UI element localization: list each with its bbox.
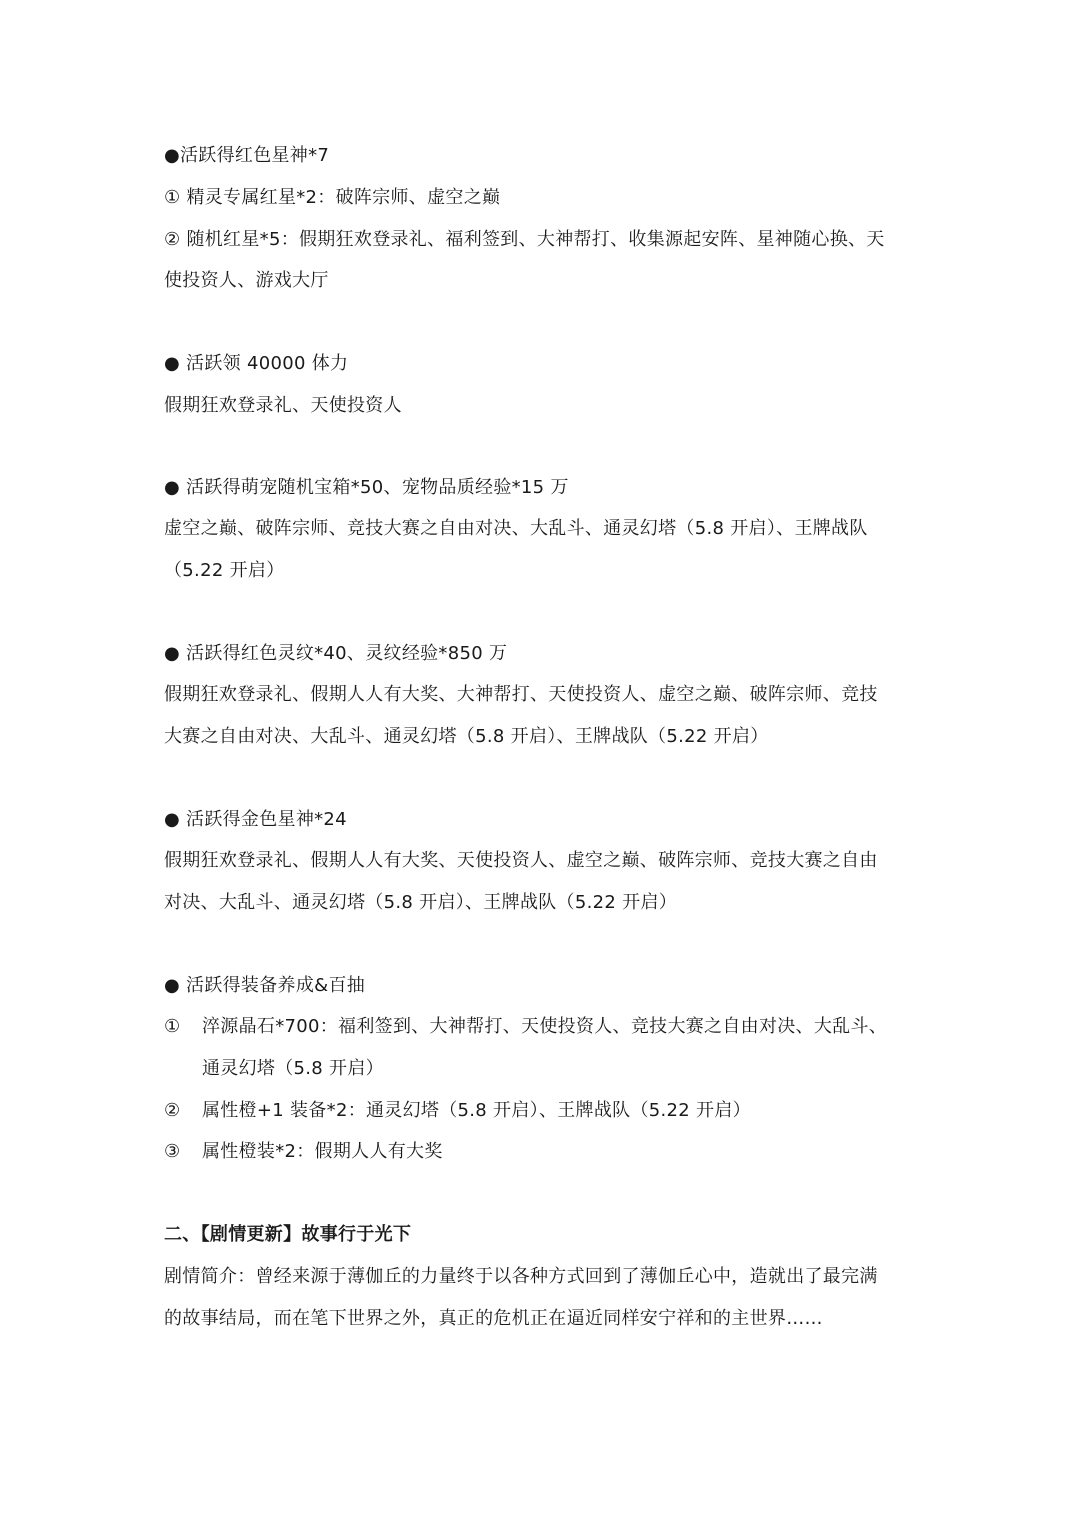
red-star-item-2-line-1: ② 随机红星*5：假期狂欢登录礼、福利签到、大神帮打、收集源起安阵、星神随心换、天: [164, 229, 885, 250]
equipment-item-1-line-1: [164, 1015, 924, 1039]
gold-star-heading: ● 活跃得金色星神*24: [164, 809, 347, 830]
red-star-item-2-line-2: 使投资人、游戏大厅: [164, 270, 329, 291]
gold-star-body-line-1: 假期狂欢登录礼、假期人人有大奖、天使投资人、虚空之巅、破阵宗师、竞技大赛之自由: [164, 850, 878, 871]
red-rune-body-line-1: 假期狂欢登录礼、假期人人有大奖、大神帮打、天使投资人、虚空之巅、破阵宗师、竞技: [164, 684, 878, 705]
red-star-item-1: ① 精灵专属红星*2：破阵宗师、虚空之巅: [164, 187, 501, 208]
equipment-item-2: [164, 1099, 924, 1123]
list-number: ①: [164, 1016, 181, 1037]
stamina-heading: ● 活跃领 40000 体力: [164, 353, 349, 374]
list-number: ③: [164, 1141, 181, 1162]
stamina-body: 假期狂欢登录礼、天使投资人: [164, 395, 402, 416]
equipment-heading: ● 活跃得装备养成&百抽: [164, 975, 366, 996]
equipment-item-3: [164, 1140, 924, 1164]
equipment-item-1-line-2: 通灵幻塔（5.8 开启）: [202, 1058, 384, 1079]
equipment-item-1-text: 淬源晶石*700：福利签到、大神帮打、天使投资人、竞技大赛之自由对决、大乱斗、: [202, 1016, 888, 1037]
equipment-item-3-text: 属性橙装*2：假期人人有大奖: [202, 1141, 443, 1162]
story-body-line-1: 剧情简介：曾经来源于薄伽丘的力量终于以各种方式回到了薄伽丘心中，造就出了最完满: [164, 1266, 878, 1287]
story-heading: 二、【剧情更新】故事行于光下: [164, 1224, 412, 1245]
red-rune-heading: ● 活跃得红色灵纹*40、灵纹经验*850 万: [164, 643, 508, 664]
gold-star-body-line-2: 对决、大乱斗、通灵幻塔（5.8 开启）、王牌战队（5.22 开启）: [164, 892, 678, 913]
story-body-line-2: 的故事结局，而在笔下世界之外，真正的危机正在逼近同样安宁祥和的主世界……: [164, 1308, 823, 1329]
pet-box-heading: ● 活跃得萌宠随机宝箱*50、宠物品质经验*15 万: [164, 477, 569, 498]
equipment-item-2-text: 属性橙+1 装备*2：通灵幻塔（5.8 开启）、王牌战队（5.22 开启）: [202, 1100, 751, 1121]
list-number: ②: [164, 1100, 181, 1121]
pet-box-body-line-1: 虚空之巅、破阵宗师、竞技大赛之自由对决、大乱斗、通灵幻塔（5.8 开启）、王牌战队: [164, 518, 868, 539]
red-rune-body-line-2: 大赛之自由对决、大乱斗、通灵幻塔（5.8 开启）、王牌战队（5.22 开启）: [164, 726, 769, 747]
red-star-heading: ●活跃得红色星神*7: [164, 145, 330, 166]
pet-box-body-line-2: （5.22 开启）: [164, 560, 285, 581]
